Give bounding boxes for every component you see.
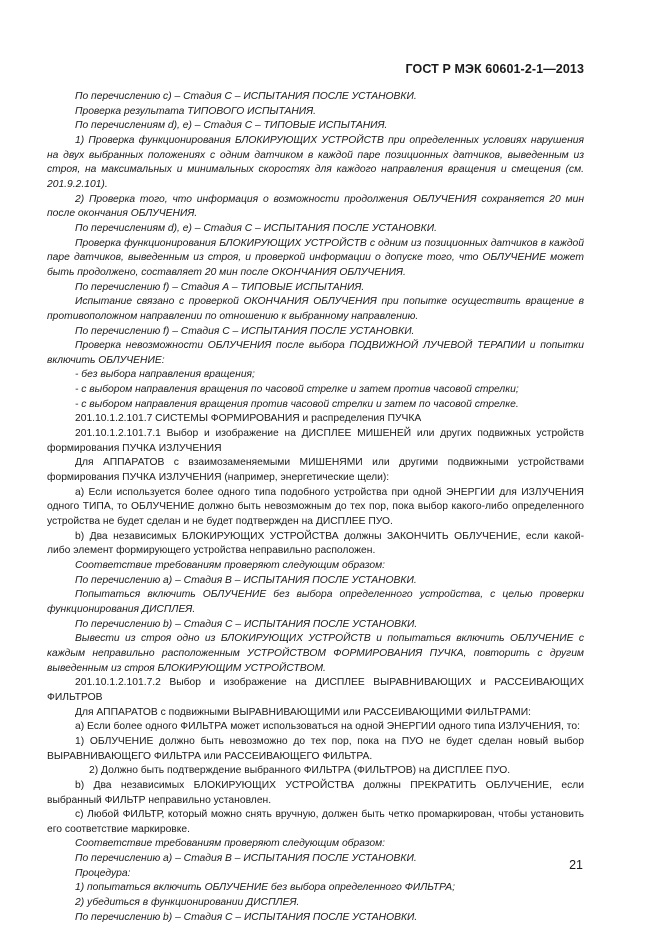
paragraph: 1) Проверка функционирования БЛОКИРУЮЩИХ УСТРОЙСТВ при определенных условиях нарушения на двух выбранных положениях с одним датчиком в каждой паре позиционных датчиков, выведенным из строя, на максимальных и минимальных скоростях для каждого направления вращения и смещения (см. 201.9.2.101). <box>47 134 584 190</box>
paragraph: По перечислению f) – Стадия С – ИСПЫТАНИЯ ПОСЛЕ УСТАНОВКИ. <box>75 325 415 337</box>
paragraph: Соответствие требованиям проверяют следующим образом: <box>75 838 386 850</box>
paragraph: b) Два независимых БЛОКИРУЮЩИХ УСТРОЙСТВА должны ПРЕКРАТИТЬ ОБЛУЧЕНИЕ, если выбранный ФИЛЬТР неправильно установлен. <box>47 779 584 806</box>
paragraph: a) Если используется более одного типа подобного устройства при одной ЭНЕРГИИ для ИЗЛУЧЕНИЯ одного ТИПА, то ОБЛУЧЕНИЕ должно быть невозможным до тех пор, пока выбор какого-либо определенного устройства не будет сделан и не будет подтвержден на ДИСПЛЕЕ ПУО. <box>47 486 584 528</box>
paragraph: 1) ОБЛУЧЕНИЕ должно быть невозможно до тех пор, пока на ПУО не будет сделан новый выбор ВЫРАВНИВАЮЩЕГО ФИЛЬТРА или РАССЕИВАЮЩЕГО ФИЛЬТРА. <box>47 735 584 762</box>
paragraph: 201.10.1.2.101.7.1 Выбор и изображение на ДИСПЛЕЕ МИШЕНЕЙ или других подвижных устройств формирования ПУЧКА ИЗЛУЧЕНИЯ <box>47 428 584 454</box>
paragraph: - с выбором направления вращения по часовой стрелке и затем против часовой стрелки; <box>75 384 519 396</box>
paragraph: c) Любой ФИЛЬТР, который можно снять вручную, должен быть четко промаркирован, чтобы установить его соответствие маркировке. <box>47 809 584 835</box>
paragraph: Проверка результата ТИПОВОГО ИСПЫТАНИЯ. <box>75 105 317 117</box>
paragraph: - без выбора направления вращения; <box>75 369 255 381</box>
paragraph: Проверка функционирования БЛОКИРУЮЩИХ УСТРОЙСТВ с одним из позиционных датчиков в каждой паре датчиков, выведенным из строя, и проверкой информации о допуске того, что ОБЛУЧЕНИЕ может быть продолжено, составляет 20 мин после ОКОНЧАНИЯ ОБЛУЧЕНИЯ. <box>47 237 584 278</box>
paragraph: По перечислению b) – Стадия С – ИСПЫТАНИЯ ПОСЛЕ УСТАНОВКИ. <box>75 618 418 630</box>
paragraph: 201.10.1.2.101.7 СИСТЕМЫ ФОРМИРОВАНИЯ и распределения ПУЧКА <box>75 413 422 425</box>
paragraph: 1) попытаться включить ОБЛУЧЕНИЕ без выбора определенного ФИЛЬТРА; <box>75 882 455 894</box>
document-body <box>47 90 584 925</box>
paragraph: Для АППАРАТОВ с взаимозаменяемыми МИШЕНЯМИ или другими подвижными устройствами формирования ПУЧКА ИЗЛУЧЕНИЯ (например, энергетические щели): <box>47 457 584 484</box>
paragraph: По перечислениям d), e) – Стадия С – ИСПЫТАНИЯ ПОСЛЕ УСТАНОВКИ. <box>75 222 437 234</box>
page-number: 21 <box>569 858 583 872</box>
paragraph: Процедура: <box>75 867 131 879</box>
paragraph: По перечислениям d), e) – Стадия С – ТИПОВЫЕ ИСПЫТАНИЯ. <box>75 120 388 132</box>
paragraph: Попытаться включить ОБЛУЧЕНИЕ без выбора определенного устройства, с целью проверки функционирования ДИСПЛЕЯ. <box>47 589 584 615</box>
paragraph: Для АППАРАТОВ с подвижными ВЫРАВНИВАЮЩИМИ или РАССЕИВАЮЩИМИ ФИЛЬТРАМИ: <box>75 706 531 718</box>
paragraph: 2) убедиться в функционировании ДИСПЛЕЯ. <box>75 897 300 909</box>
paragraph: По перечислению a) – Стадия В – ИСПЫТАНИЯ ПОСЛЕ УСТАНОВКИ. <box>75 853 417 865</box>
document-standard-header: ГОСТ Р МЭК 60601-2-1—2013 <box>405 62 584 76</box>
paragraph: По перечислению b) – Стадия С – ИСПЫТАНИЯ ПОСЛЕ УСТАНОВКИ. <box>75 911 418 923</box>
paragraph: - с выбором направления вращения против часовой стрелки и затем по часовой стрелке. <box>75 398 519 410</box>
paragraph: Соответствие требованиям проверяют следующим образом: <box>75 560 386 571</box>
paragraph: 201.10.1.2.101.7.2 Выбор и изображение на ДИСПЛЕЕ ВЫРАВНИВАЮЩИХ и РАССЕИВАЮЩИХ ФИЛЬТРОВ <box>47 677 584 703</box>
paragraph: 2) Проверка того, что информация о возможности продолжения ОБЛУЧЕНИЯ сохраняется 20 мин после окончания ОБЛУЧЕНИЯ. <box>47 193 584 220</box>
paragraph: По перечислению c) – Стадия С – ИСПЫТАНИЯ ПОСЛЕ УСТАНОВКИ. <box>75 91 417 102</box>
paragraph: По перечислению a) – Стадия В – ИСПЫТАНИЯ ПОСЛЕ УСТАНОВКИ. <box>75 574 417 586</box>
paragraph: Испытание связано с проверкой ОКОНЧАНИЯ ОБЛУЧЕНИЯ при попытке осуществить вращение в противоположном направлении по отношению к выбранному направлению. <box>47 296 584 322</box>
paragraph: Проверка невозможности ОБЛУЧЕНИЯ после выбора ПОДВИЖНОЙ ЛУЧЕВОЙ ТЕРАПИИ и попытки включить ОБЛУЧЕНИЕ: <box>47 340 584 366</box>
paragraph: a) Если более одного ФИЛЬТРА может использоваться на одной ЭНЕРГИИ одного типа ИЗЛУЧЕНИЯ, то: <box>75 721 580 733</box>
paragraph: По перечислению f) – Стадия А – ТИПОВЫЕ ИСПЫТАНИЯ. <box>75 281 365 293</box>
paragraph: b) Два независимых БЛОКИРУЮЩИХ УСТРОЙСТВА должны ЗАКОНЧИТЬ ОБЛУЧЕНИЕ, если какой-либо элемент формирующего устройства неправильно расположен. <box>47 530 584 557</box>
paragraph: Вывести из строя одно из БЛОКИРУЮЩИХ УСТРОЙСТВ и попытаться включить ОБЛУЧЕНИЕ с каждым неправильно расположенным УСТРОЙСТВОМ ФОРМИРОВАНИЯ ПУЧКА, повторить с другим выведенным из строя БЛОКИРУЮЩИМ УСТРОЙСТВОМ. <box>47 633 584 674</box>
paragraph: 2) Должно быть подтверждение выбранного ФИЛЬТРА (ФИЛЬТРОВ) на ДИСПЛЕЕ ПУО. <box>89 765 511 777</box>
